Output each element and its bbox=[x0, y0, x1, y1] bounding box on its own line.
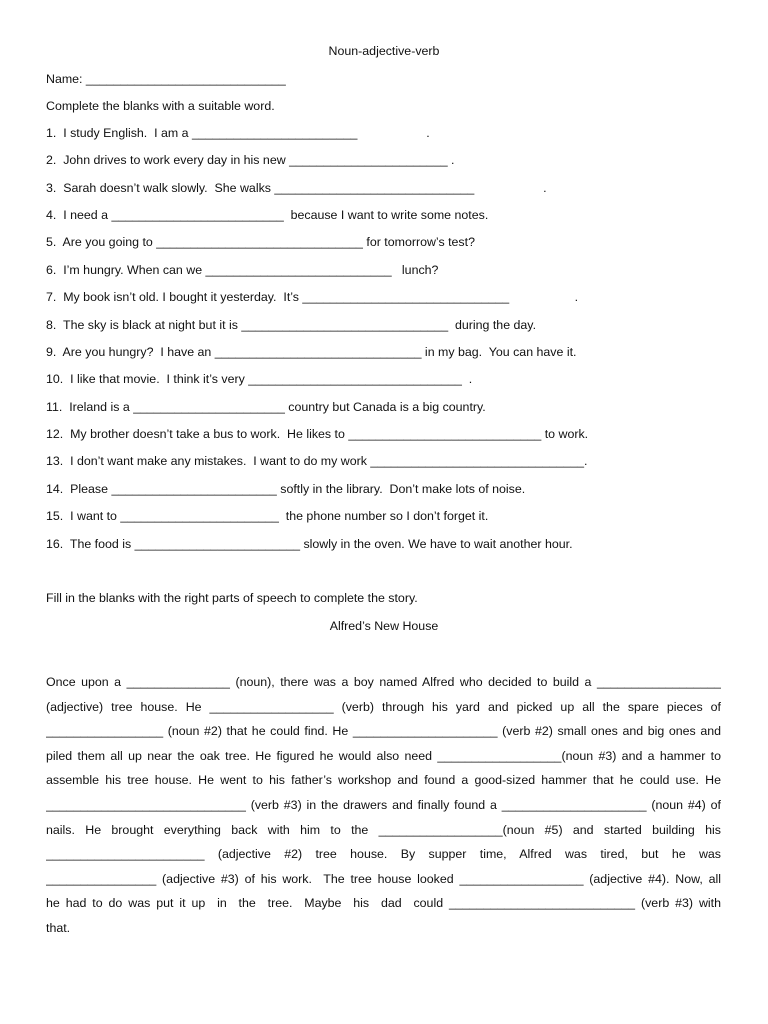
exercise-item: 14. Please ________________________ softly in the library. Don’t make lots of noise. bbox=[46, 482, 526, 496]
story-line: _________________ (noun #2) that he could find. He _____________________ (verb #2) small ones and big ones and bbox=[46, 724, 721, 739]
exercise-item: 2. John drives to work every day in his new _______________________ . bbox=[46, 153, 455, 167]
story-line: that. bbox=[46, 920, 71, 935]
exercise-item: 15. I want to _______________________ the phone number so I don’t forget it. bbox=[46, 509, 489, 523]
story-line: _____________________________ (verb #3) in the drawers and finally found a _____________________ (noun #4) of bbox=[46, 797, 721, 812]
story-line: he had to do was put it up in the tree. Maybe his dad could ___________________________ (verb #3) with bbox=[46, 896, 721, 911]
exercise-item: 16. The food is ________________________ slowly in the oven. We have to wait another hour. bbox=[46, 537, 573, 551]
exercise-item: 6. I’m hungry. When can we ___________________________ lunch? bbox=[46, 263, 439, 277]
story-line: ________________ (adjective #3) of his work. The tree house looked __________________ (adjective #4). Now, all bbox=[46, 871, 721, 886]
instructions: Complete the blanks with a suitable word. bbox=[46, 99, 275, 113]
exercise-item: 11. Ireland is a ______________________ country but Canada is a big country. bbox=[46, 400, 486, 414]
exercise-item: 3. Sarah doesn’t walk slowly. She walks _____________________________ . bbox=[46, 181, 547, 195]
exercise-item: 1. I study English. I am a ________________________ . bbox=[46, 126, 430, 140]
exercise-item: 10. I like that movie. I think it’s very _______________________________ . bbox=[46, 372, 473, 386]
story-line: nails. He brought everything back with him to the __________________(noun #5) and started building his bbox=[46, 822, 721, 837]
exercise-item: 8. The sky is black at night but it is ______________________________ during the day. bbox=[46, 318, 537, 332]
exercise-item: 7. My book isn’t old. I bought it yesterday. It’s ______________________________ . bbox=[46, 290, 579, 304]
exercise-item: 12. My brother doesn’t take a bus to work. He likes to ____________________________ to work. bbox=[46, 427, 589, 441]
story-paragraph bbox=[46, 670, 721, 941]
exercise-item: 9. Are you hungry? I have an ______________________________ in my bag. You can have it. bbox=[46, 345, 577, 359]
story-line: _______________________ (adjective #2) tree house. By supper time, Alfred was tired, but he was bbox=[46, 847, 721, 862]
story-line: piled them all up near the oak tree. He figured he would also need __________________(noun #3) and a hammer to bbox=[46, 748, 721, 763]
page-title: Noun-adjective-verb bbox=[328, 44, 440, 58]
exercise-item: 13. I don’t want make any mistakes. I want to do my work _______________________________. bbox=[46, 454, 588, 468]
exercise-item: 4. I need a _________________________ because I want to write some notes. bbox=[46, 208, 489, 222]
name-line: Name: _____________________________ bbox=[46, 72, 286, 86]
story-line: Once upon a _______________ (noun), there was a boy named Alfred who decided to build a __________________ bbox=[46, 675, 721, 689]
story-line: (adjective) tree house. He __________________ (verb) through his yard and picked up all the spare pieces of bbox=[46, 699, 721, 714]
exercise-item: 5. Are you going to ______________________________ for tomorrow’s test? bbox=[46, 235, 475, 249]
story-title: Alfred’s New House bbox=[329, 619, 439, 633]
story-instructions: Fill in the blanks with the right parts of speech to complete the story. bbox=[46, 591, 418, 605]
story-line: assemble his tree house. He went to his father’s workshop and found a good-sized hammer that he could use. He bbox=[46, 773, 721, 788]
